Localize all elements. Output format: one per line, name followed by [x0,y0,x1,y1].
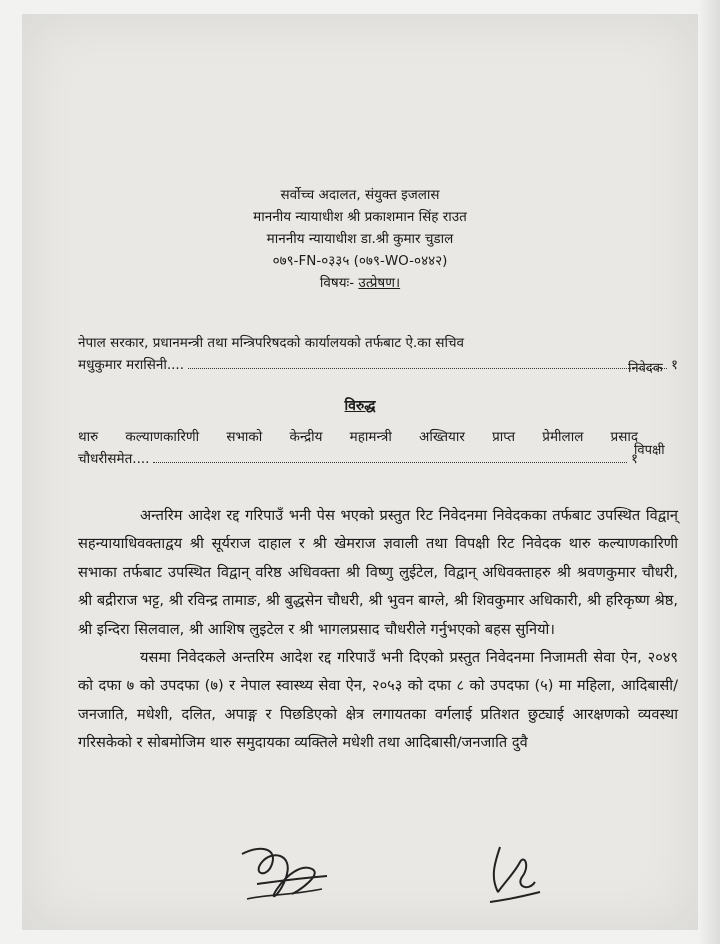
subject-line [22,272,698,294]
respondent-line-2 [78,448,678,470]
versus-label: विरुद्ध [344,398,376,414]
respondent-block [78,426,678,470]
order-body [78,502,678,758]
petitioner-block [78,332,678,376]
petitioner-role: निवेदक [628,361,663,376]
respondent-role: विपक्षी [634,443,665,458]
petitioner-line-2 [78,354,678,376]
court-name: सर्वोच्च अदालत, संयुक्त इजलास [280,187,440,203]
justice-1: माननीय न्यायाधीश श्री प्रकाशमान सिंह राउत [253,209,467,225]
page-edge [698,0,720,944]
document-heading [22,184,698,294]
subject-value: उत्प्रेषण। [358,275,401,291]
respondent-count: १ [630,451,638,467]
respondent-name: चौधरीसमेत.... [78,451,150,467]
subject-label: विषयः- [319,275,355,291]
document-page [22,14,698,930]
justice-2: माननीय न्यायाधीश डा.श्री कुमार चुडाल [266,231,454,247]
paragraph-1: अन्तरिम आदेश रद्द गरिपाउँ भनी पेस भएको प्रस्तुत रिट निवेदनमा निवेदकका तर्फबाट उपस्थित विद्वान् सहन्यायाधिवक्ताद्वय श्री सूर्यराज दाहाल र श्री खेमराज ज्ञवाली तथा विपक्षी रिट निवेदक थारु कल्याणकारिणी सभाका तर्फबाट उपस्थित विद्वान् वरिष्ठ अधिवक्ता श्री विष्णु लुईटेल, विद्वान् अधिवक्ताहरु श्री श्रवणकुमार चौधरी, श्री बद्रीराज भट्ट, श्री रविन्द्र तामाङ, श्री बुद्धसेन चौधरी, श्री भुवन बाग्ले, श्री शिवकुमार अधिकारी, श्री हरिकृष्ण श्रेष्ठ, श्री इन्दिरा सिलवाल, श्री आशिष लुइटेल र श्री भागलप्रसाद चौधरीले गर्नुभएको बहस सुनियो। [78,507,678,638]
signature-right-icon [470,842,550,912]
case-number: ०७९-FN-०३३५ (०७९-WO-०४४२) [272,253,448,269]
petitioner-line-1: नेपाल सरकार, प्रधानमन्त्री तथा मन्त्रिपरिषदको कार्यालयको तर्फबाट ऐ.का सचिव [78,335,465,351]
paragraph-2: यसमा निवेदकले अन्तरिम आदेश रद्द गरिपाउँ भनी दिएको प्रस्तुत निवेदनमा निजामती सेवा ऐन, २०४९ को दफा ७ को उपदफा (७) र नेपाल स्वास्थ्य सेवा ऐन, २०५३ को दफा ८ को उपदफा (५) मा महिला, आदिबासी/जनजाति, मधेशी, दलित, अपाङ्ग र पिछडिएको क्षेत्र लगायतका वर्गलाई प्रतिशत छुट्याई आरक्षणको व्यवस्था गरिसकेको र सोबमोजिम थारु समुदायका व्यक्तिले मधेशी तथा आदिबासी/जनजाति दुवै [78,649,678,752]
petitioner-count: १ [670,357,678,373]
signature-left-icon [232,834,342,914]
petitioner-name: मधुकुमार मरासिनी.... [78,357,184,373]
respondent-line-1: थारु कल्याणकारिणी सभाको केन्द्रीय महामन्त्री अख्तियार प्राप्त प्रेमीलाल प्रसाद [78,429,638,445]
dotted-leader [153,448,627,463]
dotted-leader [188,354,667,369]
